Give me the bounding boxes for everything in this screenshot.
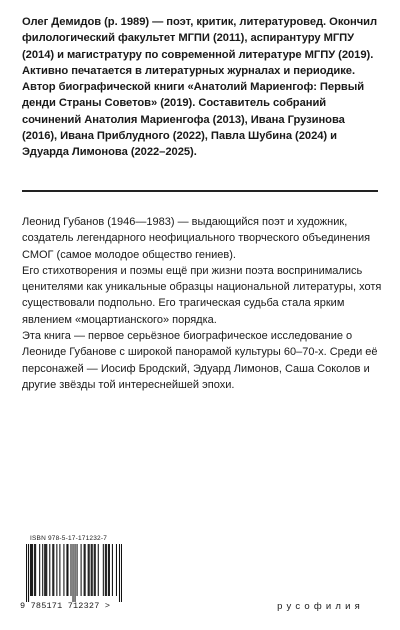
barcode-bar (77, 544, 78, 596)
barcode-bar (95, 544, 96, 596)
barcode-bar (106, 544, 107, 596)
barcode-bar (91, 544, 92, 596)
barcode-bar (85, 544, 86, 596)
barcode-bar (32, 544, 33, 596)
barcode-bar (105, 544, 106, 596)
barcode-bar (52, 544, 53, 596)
barcode-bar (116, 544, 117, 596)
barcode-bar (39, 544, 40, 596)
barcode-bar (72, 544, 73, 602)
barcode-bar (98, 544, 99, 596)
barcode-bar (49, 544, 50, 596)
barcode-bar (84, 544, 85, 596)
barcode-bar (92, 544, 93, 596)
barcode-bar (112, 544, 113, 596)
barcode-bar (94, 544, 95, 596)
barcode-bar (53, 544, 54, 596)
barcode-bar (121, 544, 122, 602)
book-annotation (22, 214, 382, 393)
barcode-bar (28, 544, 29, 602)
isbn-label: ISBN 978-5-17-171232-7 (30, 535, 108, 542)
barcode-bar (119, 544, 120, 602)
barcode-bar (108, 544, 109, 596)
barcode-bar (67, 544, 68, 596)
barcode-bar (26, 544, 27, 602)
barcode-bar (75, 544, 76, 602)
barcode-bar (109, 544, 110, 596)
barcode-bar (44, 544, 45, 596)
barcode-bar (56, 544, 57, 596)
barcode-icon (26, 544, 122, 602)
barcode-bar (59, 544, 60, 596)
barcode-bar (42, 544, 43, 596)
barcode-bar (31, 544, 32, 596)
barcode-bar (45, 544, 46, 596)
barcode-digits: 9 785171 712327 > (20, 601, 111, 611)
section-divider (22, 190, 378, 192)
annotation-paragraph-1: Леонид Губанов (1946—1983) — выдающийся поэт и художник, создатель легендарного неофициального творческого объединения СМОГ (самое молодое общество гениев). (22, 216, 371, 261)
barcode-bar (81, 544, 82, 596)
annotation-paragraph-3: Эта книга — первое серьёзное биографическое исследование о Леониде Губанове с широкой панорамой культуры 60–70-х. Среди её персонажей — Иосиф Бродский, Эдуард Лимонов, Саша Соколов и другие звёзды той интереснейшей эпохи. (22, 330, 378, 391)
barcode-bar (103, 544, 104, 596)
barcode-bar (46, 544, 47, 596)
barcode-bar (88, 544, 89, 596)
barcode-bar (30, 544, 31, 596)
barcode-bar (89, 544, 90, 596)
annotation-paragraph-2: Его стихотворения и поэмы ещё при жизни поэта воспринимались ценителями как уникальные образцы национальной литературы, хотя существовали подпольно. Его трагическая судьба стала ярким явлением «моцартианского» порядка. (22, 264, 382, 326)
barcode-bar (35, 544, 36, 596)
barcode-block (20, 533, 130, 615)
barcode-bar (70, 544, 71, 596)
barcode-bar (34, 544, 35, 596)
publisher-logo: русофилия (277, 601, 364, 612)
author-bio: Олег Демидов (р. 1989) — поэт, критик, литературовед. Окончил филологический факультет МГПИ (2011), аспирантуру МГПУ (2014) и магистратуру по современной литературе МГПУ (2019). Активно печатается в литературных журналах и периодике. Автор биографической книги «Анатолий Мариенгоф: Первый денди Страны Советов» (2019). Составитель собраний сочинений Анатолия Мариенгофа (2013), Ивана Грузинова (2016), Ивана Приблудного (2022), Павла Шубина (2024) и Эдуарда Лимонова (2022–2025). (22, 16, 378, 159)
barcode-bar (63, 544, 64, 596)
barcode-bar (66, 544, 67, 596)
